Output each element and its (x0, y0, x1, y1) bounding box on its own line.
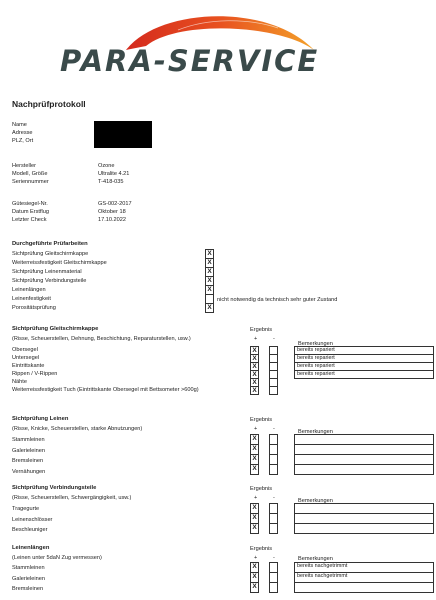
label-first-flight: Datum Erstflug (12, 209, 49, 215)
minus-checkbox[interactable] (269, 464, 278, 475)
plus-checkbox[interactable]: X (250, 454, 259, 465)
kappe-item: Untersegel (12, 355, 40, 361)
plus-checkbox[interactable]: X (250, 464, 259, 475)
check-item: Porositätsprüfung (12, 305, 56, 311)
remark-field[interactable]: bereits repariert (294, 362, 434, 371)
checkbox[interactable]: X (205, 267, 214, 277)
leinen-plus-boxes (250, 435, 259, 475)
leinen-item: Stammleinen (12, 437, 45, 443)
verbindung-minus-boxes (269, 504, 278, 534)
verbindung-subtitle: (Risse, Scheuerstellen, Schwergängigkeit, usw.) (12, 495, 132, 501)
kappe-item: Obersegel (12, 347, 38, 353)
plus-checkbox[interactable]: X (250, 362, 259, 371)
kappe-remarks (294, 347, 434, 379)
serial-value: T-418-035 (98, 179, 124, 185)
laengen-minus-boxes (269, 563, 278, 593)
kappe-subtitle: (Risse, Scheuerstellen, Dehnung, Beschichtung, Reparaturstellen, usw.) (12, 336, 191, 342)
laengen-item: Stammleinen (12, 565, 45, 571)
manufacturer-value: Ozone (98, 163, 115, 169)
bemerkungen-label: Bemerkungen (298, 498, 333, 504)
check-item: Weiterreissfestigkeit Gleitschirmkappe (12, 260, 107, 266)
glider-values (98, 162, 129, 186)
leinen-minus-boxes (269, 435, 278, 475)
ergebnis-label: Ergebnis (250, 486, 273, 492)
remark-field[interactable]: bereits repariert (294, 354, 434, 363)
checkbox[interactable]: X (205, 249, 214, 259)
laengen-items (12, 563, 45, 595)
verbindung-remarks (294, 504, 434, 534)
check-item: Leinenfestigkeit (12, 296, 51, 302)
check-item: Sichtprüfung Verbindungsteile (12, 278, 87, 284)
verbindung-items (12, 504, 52, 536)
kappe-item: Weiterreissfestigkeit Tuch (Eintrittskante Obersegel mit Bettsometer >600g) (12, 387, 199, 393)
plus-checkbox[interactable]: X (250, 582, 259, 593)
plus-checkbox[interactable]: X (250, 513, 259, 524)
last-check-value: 17.10.2022 (98, 217, 126, 223)
plus-label: + (254, 336, 258, 342)
remark-field[interactable] (294, 464, 434, 475)
checks-list (12, 250, 107, 313)
plus-label: + (254, 426, 258, 432)
laengen-remarks (294, 563, 434, 593)
plus-checkbox[interactable]: X (250, 378, 259, 387)
kappe-minus-boxes (269, 347, 278, 395)
minus-label: - (273, 495, 275, 501)
plus-checkbox[interactable]: X (250, 503, 259, 514)
leinen-item: Bremsleinen (12, 458, 44, 464)
plus-checkbox[interactable]: X (250, 346, 259, 355)
remark-field[interactable]: bereits nachgetrimmt (294, 572, 434, 583)
bemerkungen-label: Bemerkungen (298, 341, 333, 347)
verbindung-plus-boxes (250, 504, 259, 534)
kappe-item: Nähte (12, 379, 27, 385)
kappe-items (12, 346, 199, 394)
redaction-block (94, 121, 152, 148)
laengen-heading: Leinenlängen (12, 545, 50, 551)
plus-checkbox[interactable]: X (250, 434, 259, 445)
plus-label: + (254, 555, 258, 561)
model-value: Ultralite 4.21 (98, 171, 130, 177)
check-item: Sichtprüfung Gleitschirmkappe (12, 251, 89, 257)
plus-checkbox[interactable]: X (250, 562, 259, 573)
minus-checkbox[interactable] (269, 386, 278, 395)
checkbox[interactable]: X (205, 303, 214, 313)
plus-label: + (254, 495, 258, 501)
kappe-item: Eintrittskante (12, 363, 45, 369)
checkbox[interactable]: X (205, 276, 214, 286)
remark-field[interactable] (294, 523, 434, 534)
ergebnis-label: Ergebnis (250, 327, 273, 333)
checks-heading: Durchgeführte Prüfarbeiten (12, 241, 88, 247)
plus-checkbox[interactable]: X (250, 572, 259, 583)
plus-checkbox[interactable]: X (250, 354, 259, 363)
label-address: Adresse (12, 130, 33, 136)
plus-checkbox[interactable]: X (250, 386, 259, 395)
label-last-check: Letzter Check (12, 217, 47, 223)
laengen-item: Bremsleinen (12, 586, 44, 592)
checkbox[interactable]: X (205, 285, 214, 295)
verbindung-item: Tragegurte (12, 506, 40, 512)
glider-labels (12, 162, 49, 186)
leinen-remarks (294, 435, 434, 475)
bemerkungen-label: Bemerkungen (298, 556, 333, 562)
label-seal: Gütesiegel-Nr. (12, 201, 48, 207)
label-serial: Seriennummer (12, 179, 49, 185)
ergebnis-label: Ergebnis (250, 417, 273, 423)
leinen-subtitle: (Risse, Knicke, Scheuerstellen, starke Abnutzungen) (12, 426, 143, 432)
checks-note: nicht notwendig da technisch sehr guter Zustand (217, 297, 338, 303)
leinen-items (12, 435, 45, 477)
label-city: PLZ, Ort (12, 138, 34, 144)
laengen-plus-boxes (250, 563, 259, 593)
remark-field[interactable]: bereits nachgetrimmt (294, 562, 434, 573)
kappe-plus-boxes (250, 347, 259, 395)
check-item: Leinenlängen (12, 287, 46, 293)
brand-name: PARA-SERVICE (60, 44, 320, 78)
ergebnis-label: Ergebnis (250, 546, 273, 552)
label-manufacturer: Hersteller (12, 163, 36, 169)
remark-field[interactable]: bereits repariert (294, 346, 434, 355)
checkbox[interactable]: X (205, 258, 214, 268)
plus-checkbox[interactable]: X (250, 444, 259, 455)
plus-checkbox[interactable]: X (250, 523, 259, 534)
label-name: Name (12, 122, 27, 128)
minus-checkbox[interactable] (269, 523, 278, 534)
plus-checkbox[interactable]: X (250, 370, 259, 379)
customer-labels (12, 121, 33, 145)
verbindung-heading: Sichtprüfung Verbindungsteile (12, 485, 97, 491)
minus-checkbox[interactable] (269, 582, 278, 593)
bemerkungen-label: Bemerkungen (298, 429, 333, 435)
page-title: Nachprüfprotokoll (12, 99, 86, 109)
checks-boxes (205, 250, 214, 313)
remark-field[interactable] (294, 582, 434, 593)
verbindung-item: Beschleuniger (12, 527, 48, 533)
verbindung-item: Leinenschlösser (12, 516, 53, 523)
seal-value: GS-002-2017 (98, 201, 132, 207)
laengen-subtitle: (Leinen unter 5daN Zug vermessen) (12, 555, 102, 561)
laengen-item: Galerieleinen (12, 575, 45, 582)
minus-label: - (273, 426, 275, 432)
kappe-heading: Sichtprüfung Gleitschirmkappe (12, 326, 99, 332)
first-flight-value: Oktober 18 (98, 209, 126, 215)
remark-field[interactable]: bereits repariert (294, 370, 434, 379)
date-values (98, 200, 132, 224)
leinen-heading: Sichtprüfung Leinen (12, 416, 69, 422)
label-model: Modell, Größe (12, 171, 48, 177)
leinen-item: Galerieleinen (12, 447, 45, 454)
minus-label: - (273, 555, 275, 561)
date-labels (12, 200, 49, 224)
leinen-item: Vernähungen (12, 468, 46, 475)
minus-label: - (273, 336, 275, 342)
check-item: Sichtprüfung Leinenmaterial (12, 269, 82, 275)
kappe-item: Rippen / V-Rippen (12, 371, 58, 377)
